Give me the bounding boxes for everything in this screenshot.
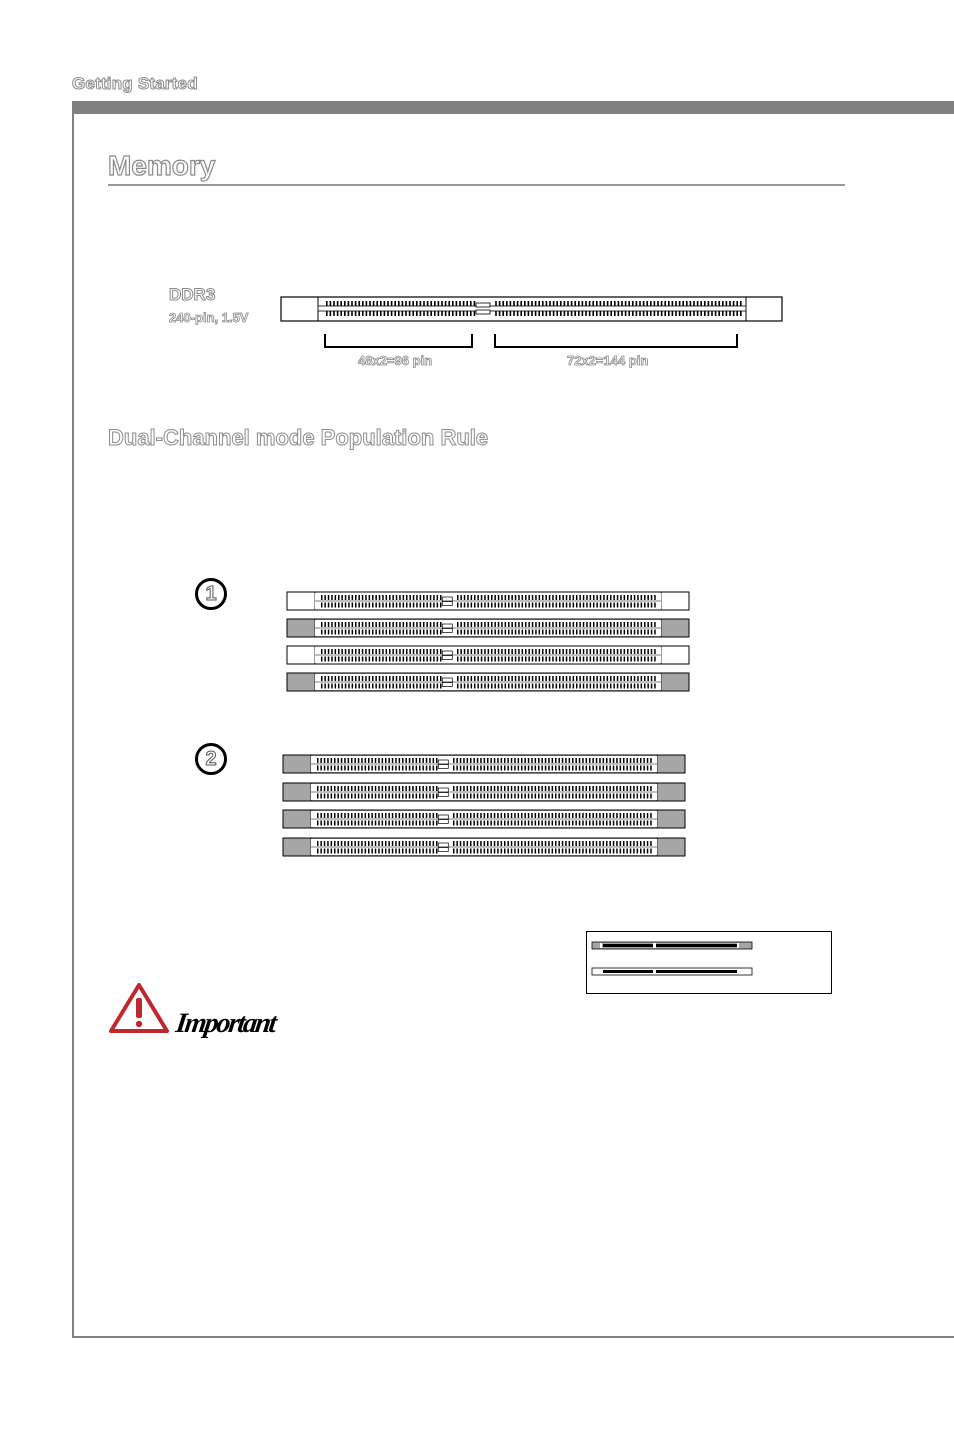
important-label: Important	[173, 1008, 277, 1039]
right-pin-count: 72x2=144 pin	[567, 353, 649, 368]
left-rule	[72, 101, 74, 1338]
dimm-slot-empty	[286, 591, 690, 613]
pin-brackets	[320, 333, 745, 351]
ddr3-label: DDR3	[169, 285, 216, 304]
header-bar	[72, 101, 954, 114]
dimm-slot-installed	[282, 809, 686, 831]
step-2-badge: 2	[195, 743, 227, 775]
ddr3-slot-diagram	[280, 296, 784, 326]
dimm-slot-installed	[286, 618, 690, 640]
section-title: Dual-Channel mode Population Rule	[108, 425, 489, 450]
legend-box	[586, 931, 832, 994]
legend-empty-slot	[592, 968, 752, 975]
ddr3-spec: 240-pin, 1.5V	[169, 310, 249, 325]
section-header: Getting Started	[72, 74, 198, 93]
dimm-slot-empty	[286, 645, 690, 667]
warning-triangle-icon	[108, 982, 170, 1034]
bottom-rule	[72, 1336, 954, 1338]
legend-installed-slot	[592, 942, 752, 949]
dimm-slot-installed	[282, 754, 686, 776]
legend-slots	[587, 932, 830, 992]
dimm-slot-installed	[282, 782, 686, 804]
title-rule	[108, 184, 845, 186]
left-pin-count: 48x2=96 pin	[358, 353, 433, 368]
page-title: Memory	[108, 150, 216, 181]
dimm-slot-installed	[282, 837, 686, 859]
dimm-slot-installed	[286, 672, 690, 694]
step-1-badge: 1	[195, 578, 227, 610]
